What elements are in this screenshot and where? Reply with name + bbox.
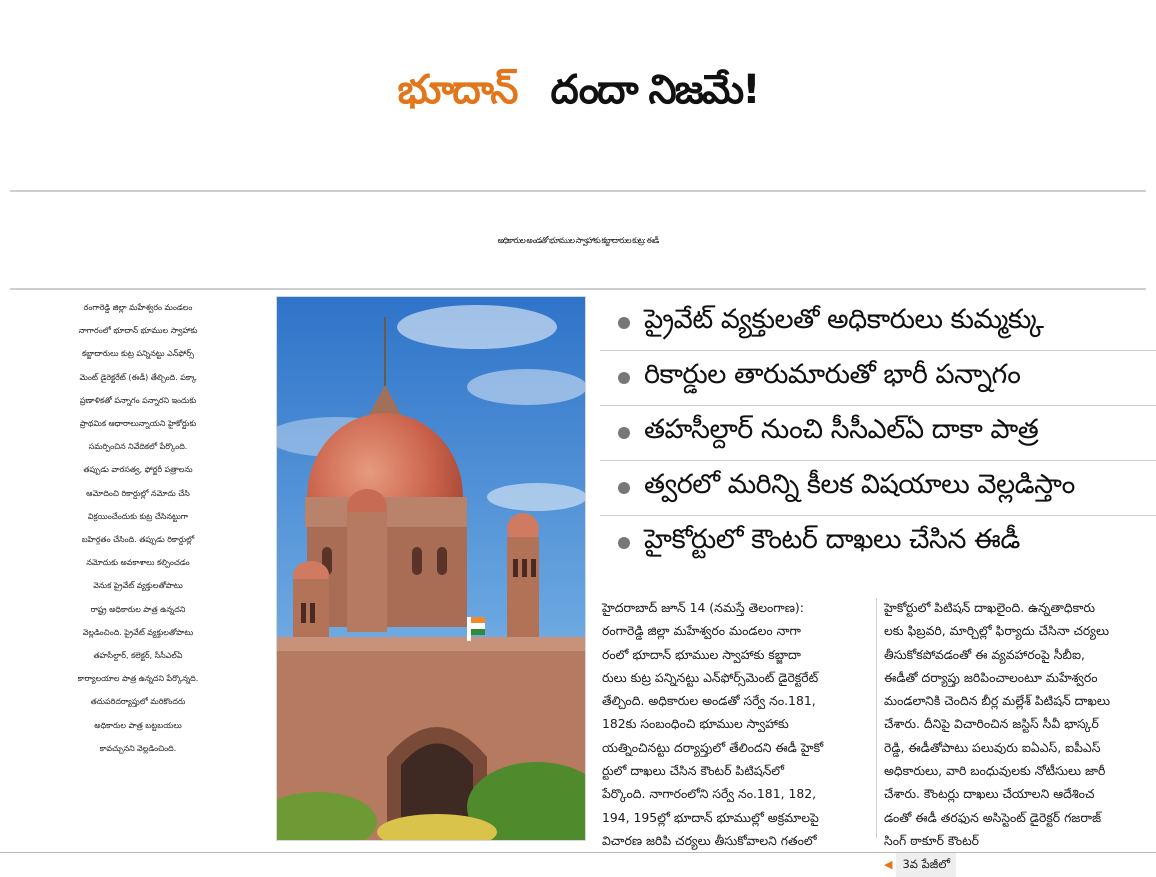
key-points-list [600, 296, 1156, 570]
article-line: రులు కుట్ర పన్నినట్టు ఎన్‌ఫోర్స్‌మెంట్ డైరెక్టరేట్ [602, 669, 819, 685]
key-point-text: త్వరలో మరిన్ని కీలక విషయాలు వెల్లడిస్తాం [644, 469, 1075, 500]
intro-line: బహిర్గతం చేసింది. తప్పుడు రికార్డుల్లో [81, 535, 195, 545]
intro-line: నాగారంలో భూదాన్ భూముల స్వాహాకు [78, 326, 198, 336]
article-line: యత్నించినట్టు దర్యాప్తులో తేలిందని ఈడీ హైకో [602, 739, 824, 755]
article-line: రంగారెడ్డి జిల్లా మహేశ్వరం మండలం నాగా [602, 623, 801, 639]
article-line: సింగ్ ఠాకూర్ కౌంటర్ [884, 832, 979, 848]
intro-line: ప్రాథమిక ఆధారాలున్నాయని హైకోర్టుకు [79, 419, 197, 429]
article-line: లకు ఫిబ్రవరి, మార్చిల్లో ఫిర్యాదు చేసినా చర్యలు [884, 623, 1110, 639]
article-line: 194, 195ల్లో భూదాన్ భూముల్లో అక్రమాలపై [602, 809, 819, 825]
article-line: డంతో ఈడీ తరఫున అసిస్టెంట్ డైరెక్టర్ గజరాజ్ [884, 809, 1102, 825]
article-line: పేర్కొంది. నాగారంలోని సర్వే నం.181, 182, [602, 786, 817, 802]
high-court-photo [276, 296, 586, 841]
article-line: మండలానికి చెందిన బీర్ల మల్లేశ్ పిటిషన్ దాఖలు [884, 693, 1110, 709]
bullet-dot-icon [618, 427, 630, 439]
key-point-item [600, 351, 1156, 406]
continued-on-page-link[interactable]: 3వ పేజీలో [896, 853, 956, 876]
intro-line: ప్రణాళికతో పన్నాగం పన్నారని ఇందుకు [79, 395, 197, 405]
intro-line: మెంట్ డైరెక్టరేట్ (ఈడీ) తేల్చింది. పక్కా [79, 372, 197, 382]
divider [0, 852, 1156, 853]
article-line: ర్టులో దాఖలు చేసిన కౌంటర్ పిటిషన్‌లో [602, 763, 785, 779]
intro-line: అధికారుల పాత్ర బట్టబయలు [94, 720, 182, 730]
intro-line: సమర్పించిన నివేదికలో పేర్కొంది. [88, 442, 188, 452]
intro-line: వెల్లడించింది. ప్రైవేట్ వ్యక్తులతోపాటు [82, 627, 194, 637]
column-divider [876, 598, 877, 838]
key-point-item [600, 461, 1156, 516]
article-line: 182కు సంబంధించి భూముల స్వాహాకు [602, 716, 789, 732]
key-point-text: హైకోర్టులో కౌంటర్ దాఖలు చేసిన ఈడీ [644, 524, 1020, 555]
high-court-building-image [277, 297, 585, 840]
article-line: చేశారు. కౌంటర్లు దాఖలు చేయాలని ఆదేశించ [884, 786, 1095, 802]
article-line: తీసుకోకపోవడంతో ఈ వ్యవహారంపై సీబీఐ, [884, 646, 1085, 662]
intro-line: నమోదుకు అవకాశాలు కల్పించడం [86, 558, 190, 568]
key-point-item [600, 406, 1156, 461]
intro-line: కబ్జాదారులు కుట్ర పన్నినట్టు ఎన్‌ఫోర్స్ [81, 349, 195, 359]
key-point-item [600, 516, 1156, 570]
article-line: అధికారులు, వారి బంధువులకు నోటీసులు జారీ [884, 763, 1106, 779]
key-point-text: తహసీల్దార్ నుంచి సీసీఎల్‌ఏ దాకా పాత్ర [644, 414, 1039, 445]
intro-line: వెనుక ప్రైవేట్ వ్యక్తులతోపాటు [93, 581, 183, 591]
bullet-dot-icon [618, 537, 630, 549]
article-column-3 [884, 596, 1152, 877]
intro-line: కావచ్చునని వెల్లడించింది. [99, 743, 177, 753]
article-column-2 [602, 596, 872, 852]
subheadline: అధికారుల అండతో భూముల స్వాహాకు కబ్జాదారుల కుట్ర: ఈడీ [497, 235, 659, 245]
divider [10, 190, 1146, 192]
bullet-dot-icon [618, 372, 630, 384]
intro-line: విక్రయించేందుకు కుట్ర చేసినట్టుగా [87, 511, 189, 521]
headline [0, 0, 1156, 190]
intro-line: రాష్ట్ర అధికారుల పాత్ర ఉన్నదని [90, 604, 186, 614]
article-line: తేల్చింది. అధికారుల అండతో సర్వే నం.181, [602, 693, 816, 709]
intro-line: కార్యాలయాల పాత్ర ఉన్నదని పేర్కొన్నది. [77, 674, 199, 684]
intro-line: ఆమోదించి రికార్డుల్లో నమోదు చేసి [86, 488, 190, 498]
article-line: ఈడీతో దర్యాప్తు జరిపించాలంటూ మహేశ్వరం [884, 669, 1098, 685]
key-point-text: ప్రైవేట్ వ్యక్తులతో అధికారులు కుమ్మక్కు [644, 304, 1044, 335]
headline-main: దందా నిజమే! [550, 67, 759, 113]
article-line: విచారణ జరిపి చర్యలు తీసుకోవాలని గతంలో [602, 832, 817, 848]
article-line: హైకోర్టులో పిటిషన్ దాఖలైంది. ఉన్నతాధికారు [884, 600, 1096, 615]
intro-column [4, 296, 272, 844]
article-line: హైదరాబాద్ జూన్ 14 (నమస్తే తెలంగాణ): [602, 600, 804, 615]
divider [10, 288, 1146, 290]
article-tail [884, 852, 1152, 876]
bullet-dot-icon [618, 317, 630, 329]
key-point-item [600, 296, 1156, 351]
intro-line: రంగారెడ్డి జిల్లా మహేశ్వరం మండలం [83, 303, 193, 312]
intro-line: తప్పుడు వారసత్వ, ఫోర్జరీ పత్రాలను [83, 465, 193, 475]
intro-line: తహసీల్దార్, కలెక్టర్, సీసీఎల్‌ఏ [93, 651, 183, 661]
key-point-text: రికార్డుల తారుమారుతో భారీ పన్నాగం [644, 359, 1021, 390]
bullet-dot-icon [618, 482, 630, 494]
continued-arrow-icon: ◀ [884, 858, 893, 872]
headline-highlight: భూదాన్ [397, 67, 517, 113]
article-line: రంలో భూదాన్ భూముల స్వాహాకు కబ్జాదా [602, 646, 801, 662]
article-line: రెడ్డి, ఈడీతోపాటు పలువురు ఐఏఎస్, ఐపీఎస్ [884, 739, 1101, 755]
intro-line: తదుపరిదర్యాప్తులో మరికొందరు [90, 697, 186, 707]
article-line: చేశారు. దీనిపై విచారించిన జస్టిస్ సీవీ భాస్కర్ [884, 716, 1099, 732]
